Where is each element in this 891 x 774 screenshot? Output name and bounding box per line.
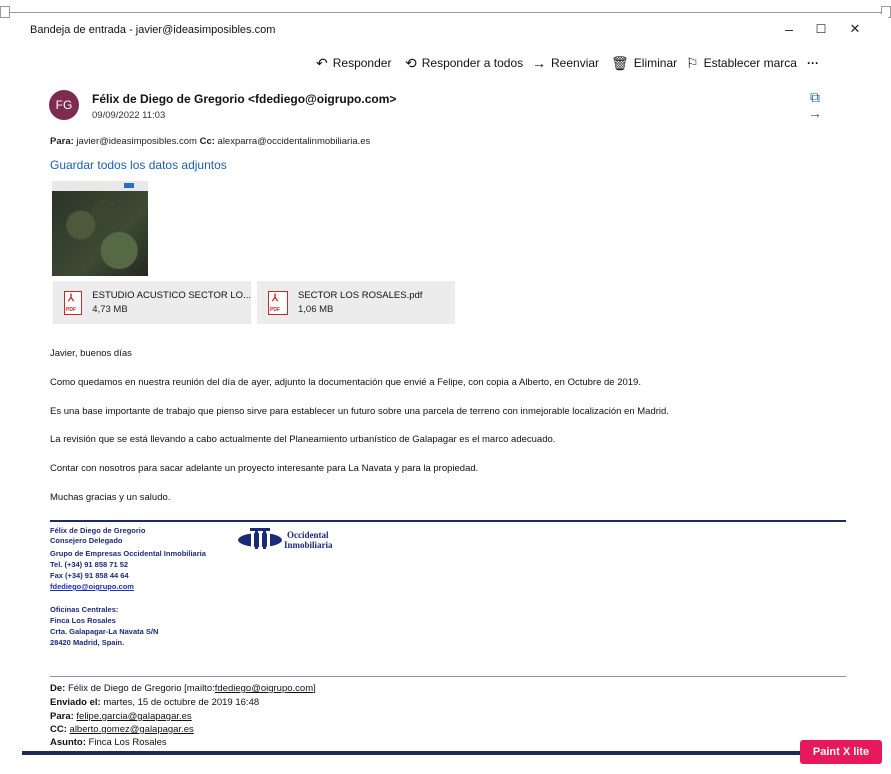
reply-label: Responder bbox=[332, 56, 392, 70]
signature-offices-label: Oficinas Centrales: bbox=[50, 605, 119, 614]
recipients-line bbox=[50, 136, 370, 147]
attachment-card[interactable] bbox=[53, 281, 251, 324]
aerial-map-image bbox=[52, 191, 148, 276]
attachment-name: ESTUDIO ACUSTICO SECTOR LO... bbox=[92, 290, 251, 301]
forwarded-subject: Asunto: Finca Los Rosales bbox=[50, 737, 167, 748]
forwarded-from-email[interactable]: fdediego@oigrupo.com bbox=[214, 683, 314, 694]
attachment-size: 1,06 MB bbox=[298, 304, 334, 315]
cc-label: Cc: bbox=[199, 136, 215, 147]
flag-label: Establecer marca bbox=[703, 56, 797, 70]
forwarded-from: De: Félix de Diego de Gregorio [mailto:fdediego@oigrupo.com] bbox=[50, 683, 316, 694]
frame-corner-left bbox=[0, 6, 10, 18]
avatar: FG bbox=[49, 90, 79, 120]
thumbnail-button-mark bbox=[124, 183, 134, 188]
reply-all-icon: ⟲ bbox=[405, 55, 417, 71]
company-logo-text: Occidental Inmobiliaria bbox=[284, 530, 333, 550]
forwarded-sent: Enviado el: martes, 15 de octubre de 2019 16:48 bbox=[50, 697, 260, 708]
pdf-icon: ⅄ PDF bbox=[64, 291, 82, 315]
signature-address-line: Finca Los Rosales bbox=[50, 616, 116, 625]
occidental-logo-icon bbox=[236, 525, 284, 551]
signature-name: Félix de Diego de Gregorio bbox=[50, 526, 146, 535]
paint-x-lite-badge: Paint X lite bbox=[800, 740, 882, 764]
mail-window bbox=[22, 14, 888, 756]
popout-icon: ⧉ bbox=[810, 89, 820, 105]
save-all-attachments-link[interactable]: Guardar todos los datos adjuntos bbox=[50, 158, 227, 172]
delete-button[interactable] bbox=[611, 50, 677, 76]
forward-button[interactable] bbox=[532, 50, 599, 76]
forwarded-cc: CC: alberto.gomez@galapagar.es bbox=[50, 724, 194, 735]
trash-icon: 🗑 bbox=[611, 55, 629, 71]
more-options-button[interactable] bbox=[807, 50, 819, 76]
reply-icon: ↶ bbox=[316, 55, 328, 71]
signature-email-link[interactable]: fdediego@oigrupo.com bbox=[50, 582, 134, 591]
thumbnail-header bbox=[52, 181, 148, 191]
window-title: Bandeja de entrada - javier@ideasimposibles.com bbox=[30, 24, 276, 36]
message-toolbar bbox=[22, 50, 888, 76]
delete-label: Eliminar bbox=[633, 56, 678, 70]
pdf-icon: ⅄ PDF bbox=[268, 291, 288, 315]
signature-address-line: Crta. Galapagar-La Navata S/N bbox=[50, 627, 159, 636]
reply-all-label: Responder a todos bbox=[421, 56, 524, 70]
attachment-card[interactable] bbox=[257, 281, 455, 324]
minimize-button[interactable]: – bbox=[785, 21, 793, 37]
signature-company: Grupo de Empresas Occidental Inmobiliaria bbox=[50, 549, 206, 558]
signature-fax: Fax (+34) 91 858 44 64 bbox=[50, 571, 129, 580]
signature-tel: Tel. (+34) 91 858 71 52 bbox=[50, 560, 129, 569]
sender-name: Félix de Diego de Gregorio <fdediego@oigrupo.com> bbox=[92, 92, 397, 106]
attachment-size: 4,73 MB bbox=[92, 304, 128, 315]
open-in-new-window-button[interactable] bbox=[804, 89, 826, 129]
maximize-button[interactable]: ☐ bbox=[815, 22, 827, 36]
flag-icon: ⚐ bbox=[686, 55, 699, 71]
reply-all-button[interactable] bbox=[405, 50, 523, 76]
more-icon: ··· bbox=[807, 56, 819, 70]
signature-address-line: 28420 Madrid, Spain. bbox=[50, 638, 125, 647]
to-address[interactable]: javier@ideasimposibles.com bbox=[76, 136, 197, 147]
forwarded-cc-email[interactable]: alberto.gomez@galapagar.es bbox=[69, 724, 194, 735]
body-paragraph: Contar con nosotros para sacar adelante un proyecto interesante para La Navata y para la propiedad. bbox=[50, 463, 479, 474]
signature-divider bbox=[50, 520, 846, 522]
forwarded-to-email[interactable]: felipe.garcia@galapagar.es bbox=[76, 711, 192, 722]
cc-address[interactable]: alexparra@occidentalinmobiliaria.es bbox=[217, 136, 371, 147]
body-closing: Muchas gracias y un saludo. bbox=[50, 492, 171, 503]
signature-role: Consejero Delegado bbox=[50, 536, 123, 545]
title-bar bbox=[22, 14, 888, 46]
image-attachment-thumbnail[interactable] bbox=[52, 181, 148, 276]
frame-border bbox=[0, 12, 891, 13]
body-paragraph: Como quedamos en nuestra reunión del día de ayer, adjunto la documentación que envié a Felipe, con copia a Alberto, en Octubre de 2019. bbox=[50, 377, 641, 388]
forward-arrow-icon: → bbox=[532, 55, 546, 71]
reply-button[interactable] bbox=[316, 50, 391, 76]
body-paragraph: La revisión que se está llevando a cabo actualmente del Planeamiento urbanístico de Galapagar es el marco adecuado. bbox=[50, 434, 556, 445]
message-date: 09/09/2022 11:03 bbox=[92, 110, 166, 121]
body-paragraph: Es una base importante de trabajo que pienso sirve para establecer un futuro sobre una parcela de terreno con inmejorable localización en Madrid. bbox=[50, 406, 669, 417]
close-button[interactable]: ✕ bbox=[849, 21, 861, 36]
body-greeting: Javier, buenos días bbox=[50, 348, 132, 359]
forward-divider bbox=[50, 676, 846, 677]
window-bottom-border bbox=[22, 751, 842, 755]
attachment-name: SECTOR LOS ROSALES.pdf bbox=[298, 290, 423, 301]
forwarded-to: Para: felipe.garcia@galapagar.es bbox=[50, 711, 192, 722]
arrow-right-icon: → bbox=[808, 105, 822, 121]
flag-button[interactable] bbox=[686, 50, 797, 76]
to-label: Para: bbox=[50, 136, 74, 147]
forward-label: Reenviar bbox=[551, 56, 600, 70]
